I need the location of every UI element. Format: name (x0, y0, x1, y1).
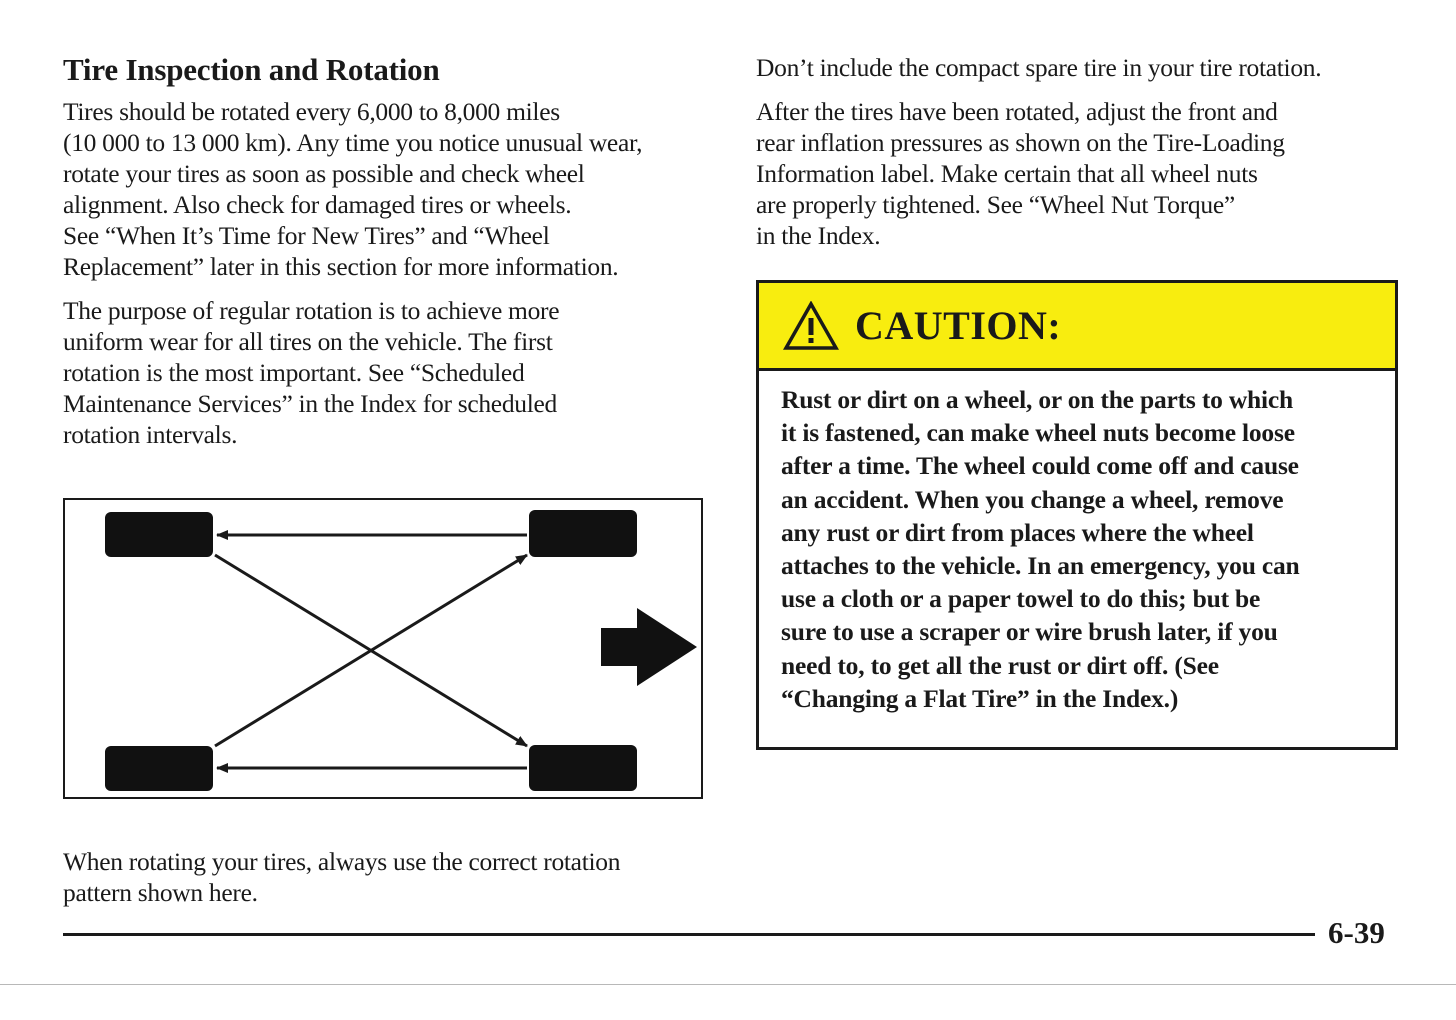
section-title: Tire Inspection and Rotation (63, 52, 440, 87)
rotation-interval-paragraph: Tires should be rotated every 6,000 to 8,000 miles (10 000 to 13 000 km). Any time you notice unusual wear, rotate your tires as soon as possible and check wheel alignment. Also check for damaged tires or wheels. See “When It’s Time for New Tires” and “Wheel Replacement” later in this section for more information. (63, 97, 643, 281)
front-right-tire (529, 745, 637, 791)
rear-left-tire (105, 512, 213, 557)
spare-tire-note: Don’t include the compact spare tire in your tire rotation. (756, 53, 1322, 82)
inflation-paragraph: After the tires have been rotated, adjust the front and rear inflation pressures as shown on the Tire-Loading Information label. Make certain that all wheel nuts are properly tightened. See “Wheel Nut Torque” in the Index. (756, 97, 1285, 250)
left-column (63, 52, 723, 463)
footer-rule (63, 933, 1315, 936)
rotation-purpose-paragraph: The purpose of regular rotation is to achieve more uniform wear for all tires on the vehicle. The first rotation is the most important. See “Scheduled Maintenance Services” in the Index for scheduled rotation intervals. (63, 296, 560, 449)
page-bottom-edge (0, 984, 1456, 985)
caution-title: CAUTION: (855, 303, 1062, 348)
front-left-tire (529, 510, 637, 557)
warning-triangle-icon (783, 301, 839, 351)
diagram-caption-block (63, 846, 723, 921)
caution-header (759, 283, 1395, 371)
diagram-caption: When rotating your tires, always use the correct rotation pattern shown here. (63, 847, 621, 907)
tire-rotation-diagram (63, 498, 703, 799)
right-column (756, 52, 1416, 264)
forward-direction-arrow-icon (601, 608, 697, 686)
page-number: 6-39 (1328, 915, 1385, 950)
rotation-pattern-figure (65, 500, 701, 797)
caution-text: Rust or dirt on a wheel, or on the parts to which it is fastened, can make wheel nuts become loose after a time. The wheel could come off and cause an accident. When you change a wheel, remove any rust or dirt from places where the wheel attaches to the vehicle. In an emergency, you can use a cloth or a paper towel to do this; but be sure to use a scraper or wire brush later, if you need to, to get all the rust or dirt off. (See “Changing a Flat Tire” in the Index.) (781, 385, 1300, 713)
rear-right-tire (105, 746, 213, 791)
caution-box (756, 280, 1398, 750)
